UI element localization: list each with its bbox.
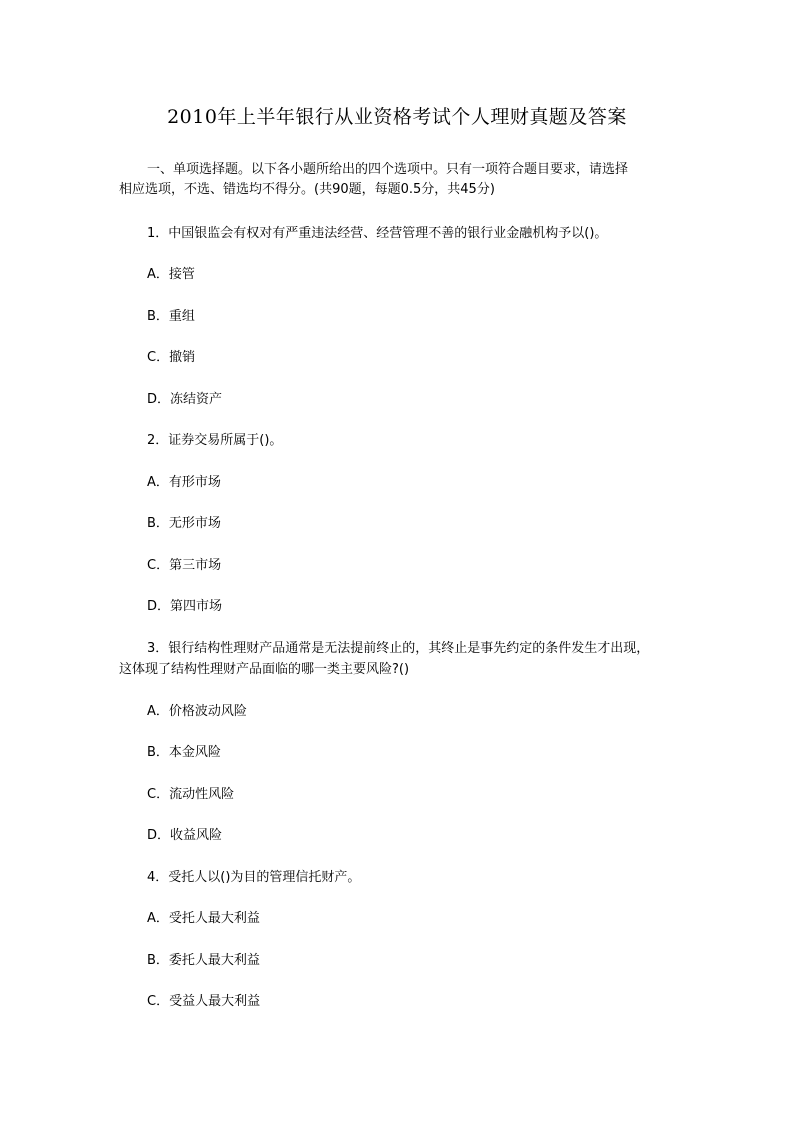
option-c: C．流动性风险 [147, 787, 235, 802]
option-a: A．受托人最大利益 [147, 911, 260, 926]
option-c: C．撤销 [147, 350, 196, 365]
option-b: B．无形市场 [147, 516, 221, 531]
option-c: C．受益人最大利益 [147, 994, 261, 1009]
option-d: D．第四市场 [147, 599, 223, 614]
option-a: A．接管 [147, 267, 195, 282]
question-stem: 1．中国银监会有权对有严重违法经营、经营管理不善的银行业金融机构予以()。 [147, 226, 608, 241]
section-instructions-line-2: 相应选项，不选、错选均不得分。(共90题，每题0.5分，共45分) [119, 182, 495, 197]
question-stem: 2．证券交易所属于()。 [147, 433, 283, 448]
option-a: A．有形市场 [147, 475, 221, 490]
option-c: C．第三市场 [147, 558, 222, 573]
section-instructions-line-1: 一、单项选择题。以下各小题所给出的四个选项中。只有一项符合题目要求，请选择 [147, 162, 629, 177]
option-b: B．重组 [147, 309, 195, 324]
question-stem-line-2: 这体现了结构性理财产品面临的哪一类主要风险?() [119, 662, 410, 677]
option-d: D．收益风险 [147, 828, 223, 843]
question-stem: 4．受托人以()为目的管理信托财产。 [147, 870, 361, 885]
document-title: 2010年上半年银行从业资格考试个人理财真题及答案 [167, 106, 627, 128]
option-d: D．冻结资产 [147, 392, 223, 407]
option-b: B．委托人最大利益 [147, 953, 260, 968]
option-a: A．价格波动风险 [147, 704, 247, 719]
question-stem-line-1: 3．银行结构性理财产品通常是无法提前终止的，其终止是事先约定的条件发生才出现， [147, 641, 650, 656]
option-b: B．本金风险 [147, 745, 221, 760]
